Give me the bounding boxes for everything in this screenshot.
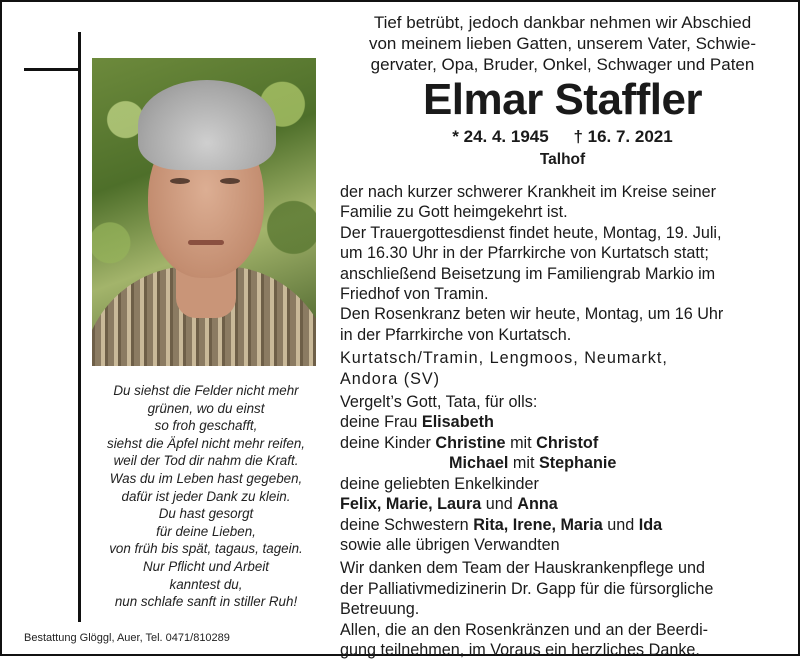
places-line: Kurtatsch/Tramin, Lengmoos, Neumarkt, [340, 349, 668, 368]
header-block [340, 12, 785, 169]
closing-line: Allen, die an den Rosenkränzen und an der Beerdi- [340, 620, 709, 639]
family-grandchildren: Felix, Marie, Laura und Anna [340, 495, 558, 514]
body-line: anschließend Beisetzung im Familiengrab Markio im [340, 264, 716, 283]
poem-line: kanntest du, [169, 576, 243, 592]
obituary-body [340, 182, 785, 660]
grandchildren-label: deine geliebten Enkelkinder [340, 474, 539, 493]
body-line: in der Pfarrkirche von Kurtatsch. [340, 325, 572, 344]
closing-line: Betreuung. [340, 600, 420, 619]
poem-line: Du hast gesorgt [158, 506, 254, 522]
thanks-intro: Vergelt’s Gott, Tata, für olls: [340, 393, 538, 412]
death-date: † 16. 7. 2021 [573, 127, 673, 146]
poem-line: nun schlafe sanft in stiller Ruh! [114, 594, 298, 610]
deceased-name: Elmar Staffler [422, 75, 703, 124]
family-wife: deine Frau Elisabeth [340, 413, 494, 432]
farm-name: Talhof [539, 151, 586, 168]
intro-line: Tief betrübt, jedoch dankbar nehmen wir Abschied [373, 13, 752, 32]
intro-text [340, 12, 785, 75]
poem-line: siehst die Äpfel nicht mehr reifen, [107, 435, 305, 451]
poem-line: dafür ist jeder Dank zu klein. [121, 488, 291, 504]
body-line: Friedhof von Tramin. [340, 285, 489, 304]
closing-line: Wir danken dem Team der Hauskrankenpflege und [340, 559, 706, 578]
poem-line: so froh geschafft, [154, 418, 258, 434]
intro-line: gervater, Opa, Bruder, Onkel, Schwager und Paten [370, 55, 755, 74]
closing-line: gung teilnehmen, im Voraus ein herzliches Danke. [340, 640, 700, 659]
poem-line: Was du im Leben hast gegeben, [109, 470, 303, 486]
family-children: deine Kinder Christine mit Christof [340, 433, 599, 452]
birth-date: * 24. 4. 1945 [452, 127, 549, 146]
poem-line: Nur Pflicht und Arbeit [142, 558, 270, 574]
body-line: Der Trauergottesdienst findet heute, Montag, 19. Juli, [340, 223, 722, 242]
relatives-line: sowie alle übrigen Verwandten [340, 535, 560, 554]
body-line: um 16.30 Uhr in der Pfarrkirche von Kurtatsch statt; [340, 244, 709, 263]
poem-line: für deine Lieben, [156, 523, 256, 539]
intro-line: von meinem lieben Gatten, unserem Vater, Schwie- [368, 34, 757, 53]
family-sisters: deine Schwestern Rita, Irene, Maria und Ida [340, 515, 663, 534]
memorial-poem [82, 382, 330, 611]
cross-icon [78, 32, 81, 622]
cross-arm [24, 68, 80, 71]
funeral-home-footer: Bestattung Glöggl, Auer, Tel. 0471/810289 [24, 632, 230, 644]
closing-line: der Palliativmedizinerin Dr. Gapp für die fürsorgliche [340, 579, 714, 598]
life-dates [340, 127, 785, 147]
portrait-photo [92, 58, 316, 366]
family-children-2: Michael mit Stephanie [449, 454, 617, 473]
places-line: Andora (SV) [340, 369, 441, 388]
body-line: Den Rosenkranz beten wir heute, Montag, um 16 Uhr [340, 305, 724, 324]
poem-line: weil der Tod dir nahm die Kraft. [113, 453, 299, 469]
body-line: der nach kurzer schwerer Krankheit im Kreise seiner [340, 183, 717, 201]
poem-line: von früh bis spät, tagaus, tagein. [109, 541, 303, 557]
poem-line: grünen, wo du einst [147, 400, 265, 416]
body-line: Familie zu Gott heimgekehrt ist. [340, 203, 568, 222]
poem-line: Du siehst die Felder nicht mehr [113, 383, 299, 398]
